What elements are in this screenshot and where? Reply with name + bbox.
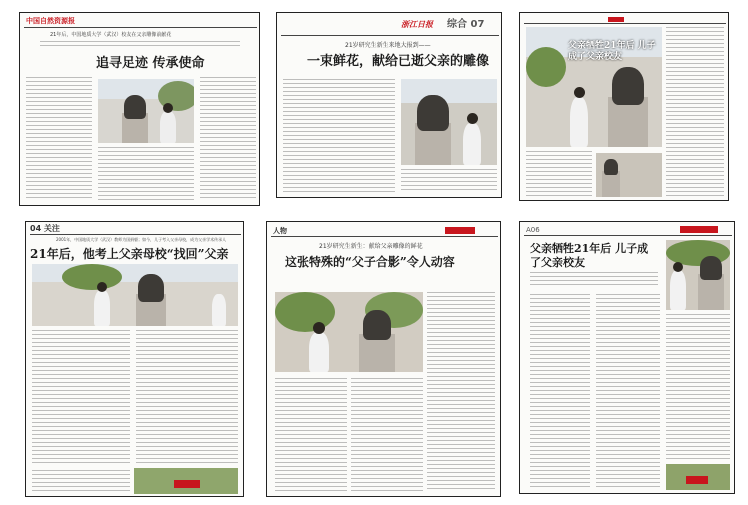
- column-text: [32, 330, 130, 466]
- headline: 一束鲜花，献给已逝父亲的雕像: [307, 54, 490, 69]
- page-tag: 综合 07: [447, 19, 485, 30]
- subhead: 21岁研究生新生：献给父亲雕像的鲜花: [319, 243, 423, 250]
- newspaper-clipping-2[interactable]: [276, 12, 502, 198]
- subhead: 21岁研究生新生来地大报到——: [345, 42, 431, 49]
- masthead-rule: [271, 236, 498, 237]
- column-text: [275, 378, 347, 492]
- column-text: [530, 294, 590, 490]
- photo-group: [134, 468, 238, 494]
- photo-group: [666, 464, 730, 490]
- column-text: [98, 147, 194, 201]
- headline: 父亲牺牲21年后 儿子成了父亲校友: [530, 242, 649, 269]
- section-bar: [680, 226, 718, 233]
- masthead-rule: [524, 23, 726, 24]
- column-text: [427, 292, 495, 492]
- page-tag: 人物: [273, 227, 287, 235]
- masthead-rule: [281, 35, 499, 36]
- headline: 这张特殊的“父子合影”令人动容: [285, 255, 455, 269]
- masthead-rule: [524, 235, 732, 236]
- column-text: [526, 151, 592, 197]
- photo-statue: [401, 79, 497, 165]
- newspaper-clipping-6[interactable]: [519, 221, 735, 494]
- column-text: [351, 378, 423, 492]
- column-text: [32, 470, 130, 494]
- column-text: [401, 169, 497, 193]
- masthead-rule: [24, 27, 257, 28]
- headline: 21年后，他考上父亲母校“找回”父亲: [30, 247, 229, 261]
- headline: 父亲牺牲21年后 儿子成了父亲校友: [568, 41, 656, 62]
- subhead: 21年后，中国地质大学（武汉）校友在父亲雕像前献花: [50, 32, 172, 38]
- photo-statue: [32, 264, 238, 326]
- newspaper-clipping-5[interactable]: [266, 221, 501, 497]
- photo-statue: [666, 240, 730, 310]
- newspaper-clipping-1[interactable]: [19, 12, 260, 206]
- photo-small: [596, 153, 662, 197]
- column-text: [666, 314, 730, 460]
- subhead: 2001年，中国地质大学（武汉）教师为国捐躯；如今，儿子考入父亲母校，成为父亲学术传承人: [56, 237, 227, 242]
- column-text: [596, 294, 660, 490]
- intro-text: [40, 41, 240, 49]
- column-text: [200, 77, 256, 201]
- newspaper-clipping-3[interactable]: [519, 12, 729, 201]
- column-text: [283, 79, 395, 193]
- page-tag: 04 关注: [30, 224, 60, 233]
- masthead: 浙江日报: [401, 20, 433, 29]
- photo-statue: [275, 292, 423, 372]
- column-text: [26, 77, 92, 201]
- section-bar: [445, 227, 475, 234]
- photo-statue: [98, 79, 194, 143]
- headline: 追寻足迹 传承使命: [96, 56, 205, 71]
- masthead: 中国自然资源报: [26, 17, 75, 25]
- column-text: [666, 27, 724, 197]
- section-bar: [608, 17, 624, 22]
- masthead-rule: [30, 234, 241, 235]
- page-tag: A06: [526, 226, 540, 234]
- column-text: [136, 330, 238, 466]
- newspaper-clipping-4[interactable]: [25, 221, 244, 497]
- intro-text: [530, 272, 658, 288]
